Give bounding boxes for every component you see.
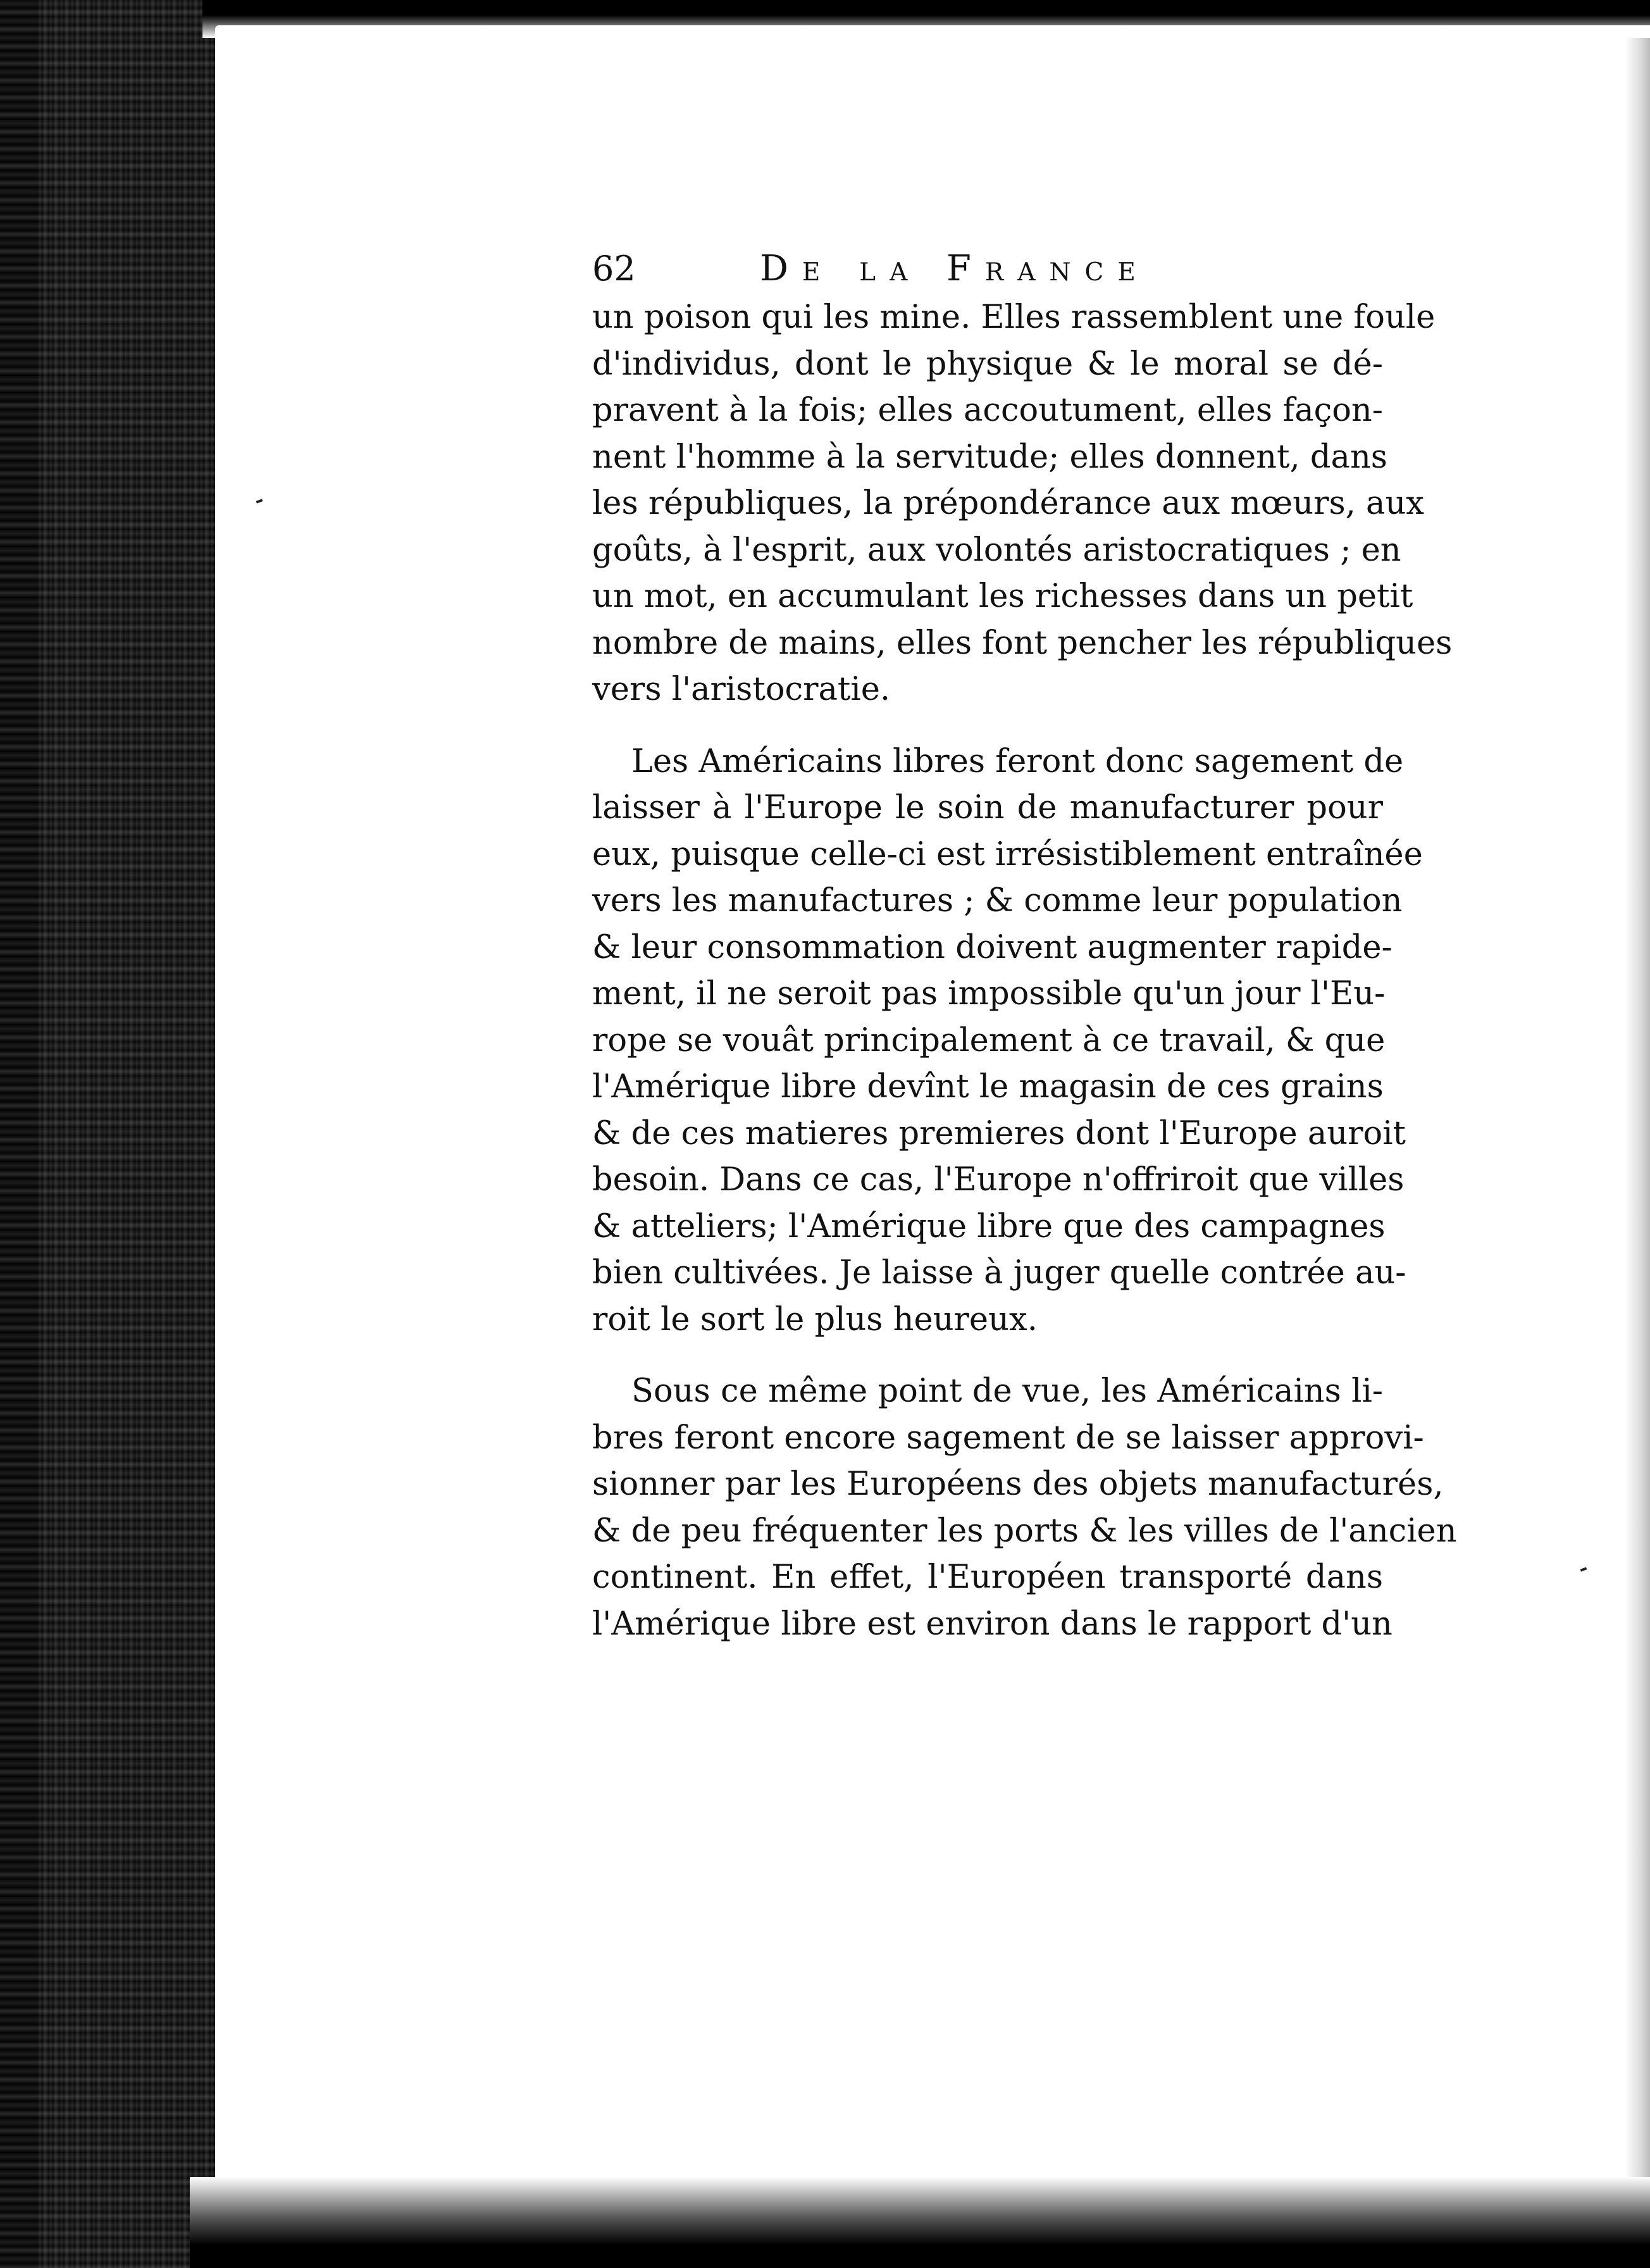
text-line: nombre de mains, elles font pencher les républiques [592,624,1453,662]
paragraph-3 [592,1368,1457,1647]
text-line: ment, il ne seroit pas impossible qu'un jour l'Eu- [592,975,1386,1012]
text-line: rope se vouât principalement à ce travail, & que [592,1021,1386,1059]
text-line: eux, puisque celle-ci est irrésistiblement entraînée [592,835,1423,873]
text-line: pravent à la fois; elles accoutument, elles façon- [592,392,1383,429]
text-line: vers les manufactures ; & comme leur population [592,882,1403,919]
running-head [592,244,1383,294]
text-line: besoin. Dans ce cas, l'Europe n'offriroit que villes [592,1161,1405,1199]
paragraph-1 [592,294,1453,713]
bottom-edge-shadow [190,2177,1650,2268]
running-title: De la France [760,248,1150,289]
text-line: l'Amérique libre devînt le magasin de ces grains [592,1068,1384,1106]
text-line: & de ces matieres premieres dont l'Europe auroit [592,1114,1406,1152]
text-line: bien cultivées. Je laisse à juger quelle contrée au- [592,1254,1406,1292]
text-line: nent l'homme à la servitude; elles donnent, dans [592,438,1387,476]
text-line: Les Américains libres feront donc sagement de [631,742,1404,780]
text-line: & atteliers; l'Amérique libre que des campagnes [592,1207,1386,1245]
text-line: l'Amérique libre est environ dans le rapport d'un [592,1605,1393,1643]
paragraph-2 [592,738,1423,1343]
page-edge-streaks [38,0,228,2268]
text-line: & leur consommation doivent augmenter rapide- [592,928,1393,966]
text-block [592,244,1457,1647]
text-line: les républiques, la prépondérance aux mœurs, aux [592,485,1425,522]
text-line: roit le sort le plus heureux. [592,1300,1038,1338]
text-line: & de peu fréquenter les ports & les villes de l'ancien [592,1512,1457,1550]
text-line: bres feront encore sagement de se laisser approvi- [592,1419,1424,1457]
text-line: vers l'aristocratie. [592,671,891,708]
text-line: d'individus, dont le physique & le moral se dé- [592,345,1383,383]
text-line: sionner par les Européens des objets manufacturés, [592,1466,1444,1503]
text-line: laisser à l'Europe le soin de manufacturer pour [592,789,1383,826]
text-line: un mot, en accumulant les richesses dans un petit [592,578,1413,615]
text-line: goûts, à l'esprit, aux volontés aristocratiques ; en [592,531,1401,569]
page-number: 62 [592,249,636,289]
right-edge-shadow [1625,38,1650,2190]
text-line: un poison qui les mine. Elles rassemblent une foule [592,299,1436,336]
text-line: continent. En effet, l'Européen transporté dans [592,1559,1383,1596]
text-line: Sous ce même point de vue, les Américains li- [631,1373,1383,1410]
